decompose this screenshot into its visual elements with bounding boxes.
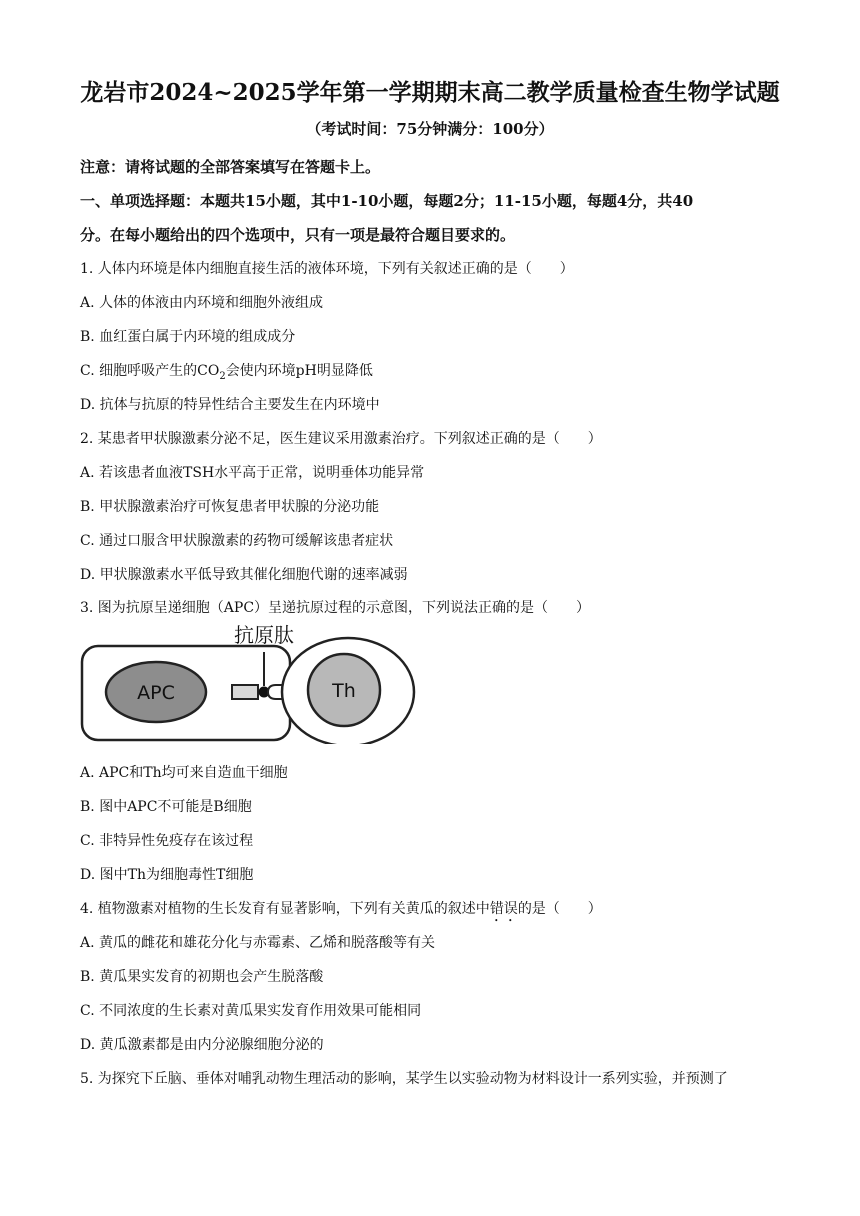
q4-stem-post: 的是（ ）	[517, 901, 602, 917]
exam-time-score: （考试时间：75分钟满分：100分）	[306, 120, 554, 138]
q4-option-d: D. 黄瓜激素都是由内分泌腺细胞分泌的	[80, 1037, 324, 1053]
q3-option-b: B. 图中APC不可能是B细胞	[80, 799, 252, 815]
q3-option-d: D. 图中Th为细胞毒性T细胞	[80, 867, 254, 883]
q2-option-b: B. 甲状腺激素治疗可恢复患者甲状腺的分泌功能	[80, 499, 380, 515]
antigen-presentation-figure	[80, 622, 420, 744]
q1-stem: 1. 人体内环境是体内细胞直接生活的液体环境，下列有关叙述正确的是（ ）	[80, 261, 574, 277]
q1-option-c	[80, 360, 790, 382]
apc-label: APC	[137, 682, 175, 704]
q4-option-b: B. 黄瓜果实发育的初期也会产生脱落酸	[80, 969, 324, 985]
q1-option-c-sub: 2	[219, 370, 226, 382]
q1-option-b: B. 血红蛋白属于内环境的组成成分	[80, 329, 296, 345]
q4-stem	[80, 898, 790, 925]
exam-title: 龙岩市2024~2025学年第一学期期末高二教学质量检查生物学试题	[80, 79, 780, 106]
q1-option-a: A. 人体的体液由内环境和细胞外液组成	[80, 295, 324, 311]
q4-stem-emphasis: 错误	[489, 901, 518, 917]
q2-stem: 2. 某患者甲状腺激素分泌不足，医生建议采用激素治疗。下列叙述正确的是（ ）	[80, 431, 602, 447]
q4-option-c: C. 不同浓度的生长素对黄瓜果实发育作用效果可能相同	[80, 1003, 422, 1019]
antigen-peptide-label: 抗原肽	[234, 623, 294, 647]
q3-option-a: A. APC和Th均可来自造血干细胞	[80, 765, 288, 781]
q1-option-c-pre: C. 细胞呼吸产生的CO	[80, 363, 220, 379]
section-heading-line-2: 分。在每小题给出的四个选项中，只有一项是最符合题目要求的。	[80, 226, 516, 244]
th-label: Th	[332, 680, 356, 702]
q1-option-d: D. 抗体与抗原的特异性结合主要发生在内环境中	[80, 397, 380, 413]
q1-option-c-post: 会使内环境pH明显降低	[225, 363, 373, 379]
q3-option-c: C. 非特异性免疫存在该过程	[80, 833, 254, 849]
q3-stem: 3. 图为抗原呈递细胞（APC）呈递抗原过程的示意图，下列说法正确的是（ ）	[80, 600, 591, 616]
section-heading-line-1: 一、单项选择题：本题共15小题，其中1-10小题，每题2分；11-15小题，每题4分，共40	[80, 192, 694, 210]
mhc-molecule	[232, 685, 258, 699]
q5-stem: 5. 为探究下丘脑、垂体对哺乳动物生理活动的影响，某学生以实验动物为材料设计一系列实验，并预测了	[80, 1071, 728, 1087]
q2-option-d: D. 甲状腺激素水平低导致其催化细胞代谢的速率减弱	[80, 567, 408, 583]
q4-option-a: A. 黄瓜的雌花和雄花分化与赤霉素、乙烯和脱落酸等有关	[80, 935, 436, 951]
notice: 注意：请将试题的全部答案填写在答题卡上。	[80, 158, 381, 176]
q2-option-a: A. 若该患者血液TSH水平高于正常，说明垂体功能异常	[80, 465, 425, 481]
q4-stem-pre: 4. 植物激素对植物的生长发育有显著影响，下列有关黄瓜的叙述中	[80, 901, 490, 917]
q2-option-c: C. 通过口服含甲状腺激素的药物可缓解该患者症状	[80, 533, 394, 549]
